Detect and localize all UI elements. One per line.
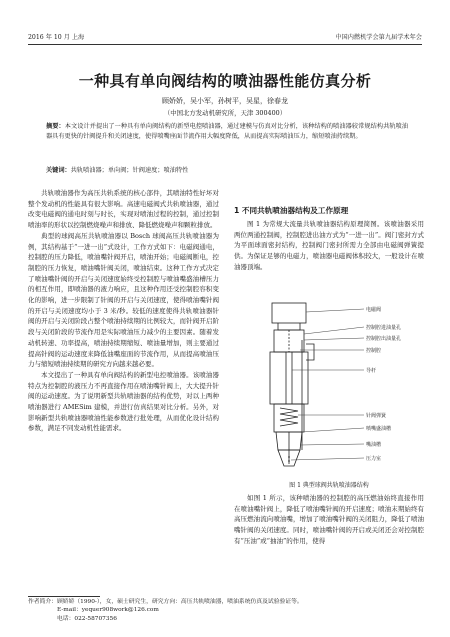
abstract <box>46 122 408 142</box>
label-control-chamber: 控制腔 <box>366 348 382 354</box>
header-rule <box>28 44 422 45</box>
needle-spring <box>280 408 298 426</box>
keywords-label: 关键词： <box>46 167 71 174</box>
spring-chamber <box>274 404 304 432</box>
label-nozzle-gallery: 喷嘴盛油槽 <box>366 426 392 432</box>
label-outlet-orifice: 控制腔出油量孔 <box>366 336 402 342</box>
intro-paragraph-3: 本文提出了一种具有单向阀结构的新型电控喷油器。该喷油器特点为控制腔的液压力不再直接作用在喷油嘴针阀上，大大提升针阀的运动速度。为了说明新型共轨喷油器的结构优势，对以上两种喷油器进行 AMESim 建模，并进行仿真结果对比分析。另外，对影响新型共轨喷油器喷油性能参数进行批处理，从而优化设计结构参数，满足不同发动机性能需求。 <box>28 370 219 433</box>
label-push-rod: 导杆 <box>366 368 377 374</box>
paper-title: 一种具有单向阀结构的喷油器性能仿真分析 <box>78 72 372 90</box>
keywords <box>46 166 408 176</box>
section-paragraph-1 <box>234 219 424 273</box>
footnote <box>28 598 422 623</box>
footnote-phone: 电话：022-58707356 <box>57 615 117 622</box>
figure-caption: 图 1 典型球阀共轨喷油器结构 <box>289 482 369 489</box>
label-needle-spring: 针阀弹簧 <box>366 413 387 419</box>
keywords-text: 共轨喷油器；单向阀；针阀速度；喷油特性 <box>70 167 189 174</box>
footnote-email: E-mail：yequer908work@126.com <box>57 607 159 614</box>
label-sac-volume: 压力室 <box>366 456 382 462</box>
abstract-text: 本文设计并提出了一种具有单向阀结构的新型电控喷油器，通过建模与仿真对比分析，该种结构的喷油器较常规结构共轨喷油器具有更快的针阀提升和关闭速度，使得喷嘴座面节流作用大幅度降低，从而提高实际喷油压力，缩短喷油持续期。 <box>46 123 409 140</box>
left-column <box>28 188 219 434</box>
section-para-2-text: 如图 1 所示，该种喷油器的控制腔的高压燃油始终直接作用在喷油嘴针阀上，降低了喷油嘴针阀的开启速度；喷油末期始终有高压燃油流向喷油嘴，增加了喷油嘴针阀的关闭阻力，降低了喷油嘴针阀的关闭速度。同时，喷油嘴针阀的开启或关闭还会对控制腔有“压油”或“抽油”的作用，使得 <box>234 494 424 545</box>
author-list: 顾娇娇，吴小军，孙树平，吴星，徐春龙 <box>162 97 288 105</box>
injector-structure-figure <box>234 300 424 480</box>
affiliation: （中国北方发动机研究所，天津 300400） <box>163 109 287 117</box>
header-conference: 中国内燃机学会第九届学术年会 <box>335 34 422 41</box>
intro-paragraph-1: 共轨喷油器作为高压共轨系统的核心部件，其喷油特性好坏对整个发动机的性能具有很大影响。高速电磁阀式共轨喷油器，通过改变电磁阀的通电时刻与时长，实现对喷油过程的控制，通过控制喷油率的形状以控制燃烧噪声和排放、降低燃烧噪声和颗粒排放。 <box>28 189 219 230</box>
running-header <box>28 32 422 44</box>
label-inlet-orifice: 控制腔进油量孔 <box>366 325 402 331</box>
abstract-label: 摘要： <box>46 123 65 130</box>
footnote-author-bio: 作者简介：顾娇娇（1990-），女，硕士研究生，研究方向：高压共轨喷油器，喷油系统仿真及试验验证等。 <box>28 599 303 605</box>
label-solenoid: 电磁阀 <box>366 307 382 313</box>
label-nozzle-chamber: 嘴油槽 <box>366 442 382 448</box>
section-heading: 1 不同共轨喷油器结构及工作原理 <box>234 206 349 215</box>
section-paragraph-2 <box>234 493 424 547</box>
solenoid-neck <box>278 323 300 330</box>
solenoid-block <box>272 303 306 323</box>
footnote-rule <box>28 596 100 597</box>
intro-paragraph-2: 典型的球阀高压共轨喷油器以 Bosch 球阀高压共轨喷油器为例，其结构基于“一进一出”式设计，工作方式如下：电磁阀通电，控制腔的压力降低，喷油嘴针阀开启，喷油开始；电磁阀断电，控制腔的压力恢复，喷油嘴针阀关闭，喷油结束。这种工作方式决定了喷油嘴针阀的开启与关闭速度始终受控制腔与喷油嘴盛油槽压力的相互作用，即喷油器的液力响应，且这种作用还受控制腔容积变化的影响，进一步限制了针阀的开启与关闭速度，使得喷油嘴针阀的开启与关闭速度均小于 3 米/秒。较低的速度使得共轨喷油器针阀的开启与关闭阶段占整个喷油持续期的比例较大，而针阀开启阶段与关闭阶段的节流作用是实际喷油压力减少的主要因素。随着发动机转速、功率提高，喷油持续期缩短、喷油量增加，则主要通过提高针阀的运动速度来降低油嘴座面的节流作用，从而提高喷油压力与缩短喷油持续期的研究方向越来越必要。 <box>28 231 219 369</box>
header-date-location: 2016 年 10 月 上海 <box>28 34 85 41</box>
section-para-1-text: 图 1 为常规大流量共轨喷油器结构原理简图。该喷油器采用两位两通控制阀，控制腔进出油方式为“一进一出”。阀门密封方式为平面球面密封结构，控制阀门密封所需力全部由电磁阀弹簧提供。为保证足够的电磁力，喷油器电磁阀体积较大，一般设计在喷油器顶端。 <box>234 220 424 271</box>
